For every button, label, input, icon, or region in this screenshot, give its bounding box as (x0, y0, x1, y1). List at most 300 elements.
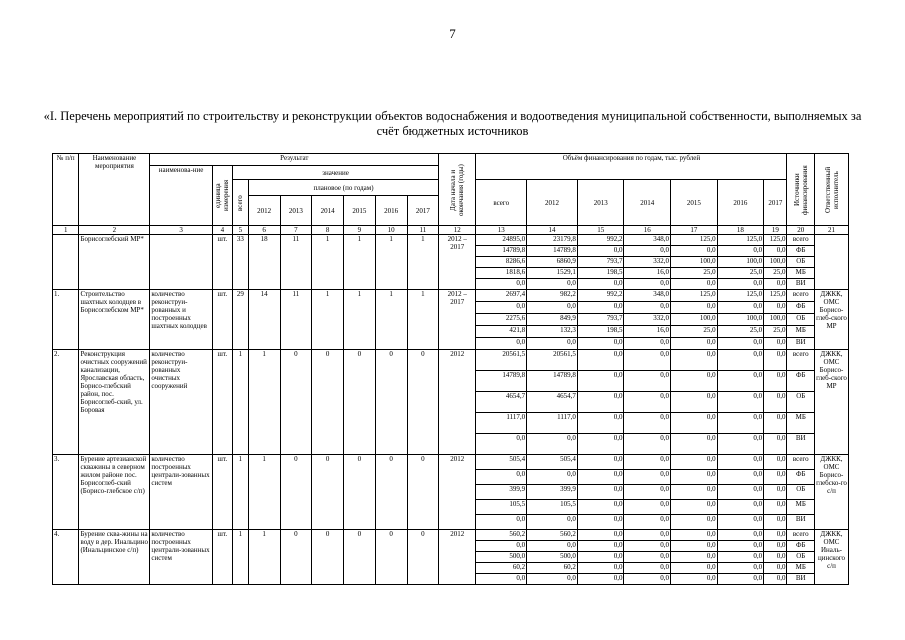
finance-value: 0,0 (578, 413, 624, 434)
finance-value: 23179,8 (527, 235, 577, 246)
finance-value: 0,0 (764, 302, 786, 314)
finance-value: 849,9 (527, 314, 577, 326)
row-finance-column (764, 235, 787, 290)
finance-value: 0,0 (660, 279, 670, 287)
finance-value: 0,0 (516, 515, 526, 523)
finance-value: 0,0 (613, 574, 623, 582)
header-dates: Дата начала и окончания (годы) (439, 154, 476, 226)
row-year-value: 0 (280, 455, 312, 530)
row-unit: шт. (212, 290, 232, 350)
row-year-value: 0 (407, 455, 439, 530)
header-year-2013: 2013 (280, 196, 312, 226)
finance-value: 0,0 (764, 455, 786, 470)
finance-value: 0,0 (671, 392, 717, 413)
row-name: Бурение артезианской скважины в северном жилом районе пос. Борисоглеб-ский (Борисо-глебское с/п) (79, 455, 150, 530)
row-year-value: 0 (280, 530, 312, 585)
source-label: всего (787, 530, 814, 541)
source-label: всего (787, 350, 814, 371)
finance-value: 0,0 (624, 392, 670, 413)
row-year-value: 1 (344, 290, 376, 350)
finance-value: 992,2 (578, 235, 624, 246)
row-executor: ДЖКК, ОМС Борисо-глебско-го с/п (815, 455, 849, 530)
finance-value: 100,0 (718, 314, 764, 326)
finance-value: 0,0 (764, 470, 786, 485)
document-title: «I. Перечень мероприятий по строительству и реконструкции объектов водоснабжения и водоотведения муниципальной собственности, выполняемых за счёт бюджетных источников (43, 109, 862, 138)
finance-value: 25,0 (718, 268, 764, 279)
header-total: всего (232, 180, 248, 226)
finance-value: 24895,0 (476, 235, 526, 246)
finance-value: 0,0 (764, 350, 786, 371)
row-finance-column (476, 350, 527, 455)
finance-value: 399,9 (476, 485, 526, 500)
finance-value: 0,0 (516, 574, 526, 582)
finance-value: 982,2 (527, 290, 577, 302)
header-unit: единица измерения (212, 166, 232, 226)
column-number: 7 (280, 226, 312, 235)
finance-value: 0,0 (624, 552, 670, 563)
row-executor: ДЖКК, ОМС Борисо-глеб-ского МР (815, 290, 849, 350)
row-total: 1 (232, 530, 248, 585)
finance-value: 100,0 (764, 257, 786, 268)
row-finance-column (671, 455, 718, 530)
row-year-value: 1 (375, 235, 407, 290)
row-name: Реконструкция очистных сооружений канализации, Ярославская область, Борисо-глебский район, пос. Борисоглеб-ский, ул. Боровая (79, 350, 150, 455)
column-number: 20 (787, 226, 815, 235)
header-fin-total: всего (476, 180, 527, 226)
finance-value: 992,2 (578, 290, 624, 302)
column-number: 4 (212, 226, 232, 235)
finance-value: 0,0 (718, 530, 764, 541)
row-name: Борисоглебский МР* (79, 235, 150, 290)
finance-value: 0,0 (578, 470, 624, 485)
row-finance-column (624, 235, 671, 290)
finance-value: 399,9 (527, 485, 577, 500)
column-number: 17 (671, 226, 718, 235)
finance-value: 25,0 (671, 326, 717, 338)
finance-value: 0,0 (706, 574, 716, 582)
row-dates: 2012 – 2017 (439, 235, 476, 290)
finance-value: 0,0 (476, 302, 526, 314)
column-number: 8 (312, 226, 344, 235)
finance-value: 125,0 (671, 290, 717, 302)
row-num: 2. (53, 350, 79, 455)
finance-value: 100,0 (671, 257, 717, 268)
finance-value: 793,7 (578, 314, 624, 326)
finance-value: 0,0 (718, 470, 764, 485)
finance-value: 0,0 (527, 470, 577, 485)
table-row (53, 235, 849, 290)
row-finance-column (717, 235, 764, 290)
row-sources (787, 290, 815, 350)
finance-value: 0,0 (671, 500, 717, 515)
row-finance-column (476, 455, 527, 530)
finance-value: 25,0 (671, 268, 717, 279)
finance-value: 0,0 (476, 470, 526, 485)
row-finance-column (717, 530, 764, 585)
source-label: ФБ (787, 470, 814, 485)
finance-value: 0,0 (718, 552, 764, 563)
finance-value: 60,2 (476, 563, 526, 574)
row-num: 4. (53, 530, 79, 585)
row-num: 3. (53, 455, 79, 530)
row-finance-column (671, 235, 718, 290)
row-finance-column (476, 530, 527, 585)
source-label: ОБ (787, 552, 814, 563)
finance-value: 8286,6 (476, 257, 526, 268)
column-number: 1 (53, 226, 79, 235)
table-row (53, 530, 849, 585)
finance-value: 132,3 (527, 326, 577, 338)
finance-value: 505,4 (527, 455, 577, 470)
row-finance-column (577, 350, 624, 455)
finance-value: 0,0 (706, 279, 716, 287)
column-number: 14 (527, 226, 578, 235)
finance-value: 0,0 (671, 246, 717, 257)
finance-value: 0,0 (613, 434, 623, 442)
finance-value: 125,0 (718, 290, 764, 302)
finance-value: 0,0 (660, 338, 670, 346)
finance-value: 0,0 (764, 392, 786, 413)
finance-value: 0,0 (624, 302, 670, 314)
finance-value: 0,0 (671, 350, 717, 371)
finance-value: 0,0 (624, 246, 670, 257)
row-finance-column (577, 455, 624, 530)
row-total: 29 (232, 290, 248, 350)
finance-value: 421,8 (476, 326, 526, 338)
row-year-value: 0 (375, 455, 407, 530)
header-fin-2016: 2016 (717, 180, 764, 226)
row-total: 33 (232, 235, 248, 290)
finance-value: 0,0 (671, 371, 717, 392)
header-year-2017: 2017 (407, 196, 439, 226)
finance-value: 0,0 (671, 485, 717, 500)
column-number: 13 (476, 226, 527, 235)
row-finance-column (624, 290, 671, 350)
column-number: 15 (577, 226, 624, 235)
source-label: ФБ (787, 371, 814, 392)
page-number: 7 (449, 26, 456, 41)
table-row (53, 290, 849, 350)
finance-value: 0,0 (578, 485, 624, 500)
row-year-value: 0 (312, 530, 344, 585)
row-total: 1 (232, 350, 248, 455)
row-result-name: количество реконструи-рованных очистных сооружений (150, 350, 212, 455)
finance-value: 0,0 (718, 541, 764, 552)
source-label: ВИ (795, 434, 806, 442)
finance-value: 60,2 (527, 563, 577, 574)
row-year-value: 1 (407, 235, 439, 290)
finance-value: 505,4 (476, 455, 526, 470)
source-label: всего (787, 455, 814, 470)
row-total: 1 (232, 455, 248, 530)
row-year-value: 14 (248, 290, 280, 350)
row-year-value: 0 (344, 455, 376, 530)
row-year-value: 0 (312, 455, 344, 530)
finance-value: 0,0 (578, 371, 624, 392)
header-result-name: наименова-ние (150, 166, 212, 226)
finance-value: 332,0 (624, 314, 670, 326)
finance-value: 0,0 (764, 500, 786, 515)
header-name: Наименование мероприятия (79, 154, 150, 226)
finance-value: 0,0 (706, 515, 716, 523)
column-number: 6 (248, 226, 280, 235)
source-label: всего (787, 235, 814, 246)
finance-value: 6860,9 (527, 257, 577, 268)
header-finance: Объём финансирования по годам, тыс. рублей (476, 154, 787, 180)
finance-value: 0,0 (753, 434, 763, 442)
finance-value: 0,0 (718, 302, 764, 314)
source-label: МБ (787, 413, 814, 434)
finance-value: 0,0 (624, 371, 670, 392)
header-fin-2012: 2012 (527, 180, 578, 226)
row-executor: ДЖКК, ОМС Борисо-глеб-ского МР (815, 350, 849, 455)
row-dates: 2012 (439, 530, 476, 585)
row-result-name: количество построенных централи-зованных систем (150, 530, 212, 585)
finance-value: 0,0 (516, 279, 526, 287)
finance-value: 198,5 (578, 268, 624, 279)
finance-value: 0,0 (578, 563, 624, 574)
finance-value: 0,0 (578, 500, 624, 515)
header-year-2016: 2016 (375, 196, 407, 226)
finance-value: 14789,8 (476, 371, 526, 392)
source-label: ОБ (787, 485, 814, 500)
row-year-value: 0 (344, 530, 376, 585)
finance-value: 500,0 (527, 552, 577, 563)
finance-value: 0,0 (527, 302, 577, 314)
header-result: Результат (150, 154, 439, 166)
source-label: ФБ (787, 246, 814, 257)
finance-value: 25,0 (718, 326, 764, 338)
row-finance-column (527, 350, 578, 455)
finance-value: 125,0 (718, 235, 764, 246)
finance-value: 0,0 (671, 455, 717, 470)
header-year-2015: 2015 (344, 196, 376, 226)
finance-value: 0,0 (706, 434, 716, 442)
finance-value: 0,0 (671, 541, 717, 552)
row-year-value: 1 (312, 235, 344, 290)
row-year-value: 1 (248, 455, 280, 530)
header-num: № п/п (53, 154, 79, 226)
finance-value: 198,5 (578, 326, 624, 338)
finance-value: 0,0 (660, 574, 670, 582)
row-finance-column (527, 530, 578, 585)
source-label: всего (787, 290, 814, 302)
row-dates: 2012 (439, 455, 476, 530)
header-executor: Ответственный исполнитель (815, 154, 849, 226)
source-label: ФБ (787, 302, 814, 314)
finance-value: 0,0 (624, 541, 670, 552)
finance-value: 105,5 (476, 500, 526, 515)
finance-value: 0,0 (764, 563, 786, 574)
measures-table (52, 153, 849, 585)
finance-value: 0,0 (764, 530, 786, 541)
finance-value: 2697,4 (476, 290, 526, 302)
column-number: 19 (764, 226, 787, 235)
finance-value: 100,0 (718, 257, 764, 268)
header-sources: Источники финансирования (787, 154, 815, 226)
row-year-value: 0 (407, 530, 439, 585)
finance-value: 1117,0 (476, 413, 526, 434)
row-finance-column (527, 290, 578, 350)
row-year-value: 1 (375, 290, 407, 350)
finance-value: 0,0 (624, 350, 670, 371)
header-planned: плановое (по годам) (248, 180, 439, 196)
row-name: Строительство шахтных колодцев в Борисоглебском МР* (79, 290, 150, 350)
row-unit: шт. (212, 350, 232, 455)
header-year-2014: 2014 (312, 196, 344, 226)
row-year-value: 11 (280, 235, 312, 290)
column-number: 11 (407, 226, 439, 235)
column-number: 2 (79, 226, 150, 235)
finance-value: 0,0 (578, 530, 624, 541)
finance-value: 0,0 (516, 434, 526, 442)
finance-value: 0,0 (624, 563, 670, 574)
finance-value: 0,0 (476, 541, 526, 552)
finance-value: 0,0 (527, 541, 577, 552)
finance-value: 500,0 (476, 552, 526, 563)
header-fin-2015: 2015 (671, 180, 718, 226)
finance-value: 0,0 (671, 302, 717, 314)
source-label: ВИ (795, 515, 806, 523)
finance-value: 0,0 (613, 279, 623, 287)
source-label: ОБ (787, 392, 814, 413)
finance-value: 0,0 (567, 574, 576, 582)
row-unit: шт. (212, 235, 232, 290)
finance-value: 1818,6 (476, 268, 526, 279)
finance-value: 0,0 (764, 541, 786, 552)
row-year-value: 0 (344, 350, 376, 455)
row-finance-column (577, 290, 624, 350)
row-dates: 2012 – 2017 (439, 290, 476, 350)
row-year-value: 0 (407, 350, 439, 455)
finance-value: 348,0 (624, 235, 670, 246)
finance-value: 0,0 (671, 552, 717, 563)
finance-value: 0,0 (516, 338, 526, 346)
row-finance-column (671, 350, 718, 455)
row-year-value: 1 (248, 530, 280, 585)
row-result-name (150, 235, 212, 290)
row-finance-column (577, 235, 624, 290)
finance-value: 14789,8 (527, 246, 577, 257)
finance-value: 16,0 (624, 326, 670, 338)
row-finance-column (527, 455, 578, 530)
row-year-value: 11 (280, 290, 312, 350)
finance-value: 0,0 (671, 563, 717, 574)
row-year-value: 0 (375, 530, 407, 585)
finance-value: 0,0 (613, 338, 623, 346)
finance-value: 0,0 (776, 574, 786, 582)
finance-value: 0,0 (776, 515, 786, 523)
row-result-name: количество реконструи-рованных и построенных шахтных колодцев (150, 290, 212, 350)
finance-value: 0,0 (776, 338, 786, 346)
finance-value: 0,0 (753, 515, 763, 523)
finance-value: 0,0 (613, 515, 623, 523)
column-number: 9 (344, 226, 376, 235)
finance-value: 0,0 (578, 541, 624, 552)
column-number: 12 (439, 226, 476, 235)
finance-value: 0,0 (671, 413, 717, 434)
row-finance-column (671, 530, 718, 585)
source-label: ОБ (787, 314, 814, 326)
table-row (53, 455, 849, 530)
finance-value: 14789,8 (527, 371, 577, 392)
row-finance-column (764, 350, 787, 455)
source-label: ВИ (795, 279, 806, 287)
finance-value: 0,0 (567, 434, 576, 442)
source-label: МБ (787, 268, 814, 279)
finance-value: 0,0 (567, 515, 576, 523)
row-finance-column (527, 235, 578, 290)
row-year-value: 18 (248, 235, 280, 290)
source-label: ВИ (795, 574, 806, 582)
finance-value: 16,0 (624, 268, 670, 279)
finance-value: 0,0 (567, 338, 576, 346)
finance-value: 0,0 (753, 574, 763, 582)
row-year-value: 0 (280, 350, 312, 455)
row-year-value: 1 (407, 290, 439, 350)
finance-value: 4654,7 (527, 392, 577, 413)
finance-value: 0,0 (624, 500, 670, 515)
column-number: 18 (717, 226, 764, 235)
finance-value: 0,0 (624, 470, 670, 485)
finance-value: 0,0 (764, 552, 786, 563)
row-year-value: 1 (344, 235, 376, 290)
row-finance-column (717, 455, 764, 530)
row-sources (787, 235, 815, 290)
row-sources (787, 350, 815, 455)
row-year-value: 0 (375, 350, 407, 455)
row-sources (787, 455, 815, 530)
finance-value: 4654,7 (476, 392, 526, 413)
row-finance-column (476, 290, 527, 350)
finance-value: 100,0 (671, 314, 717, 326)
row-sources (787, 530, 815, 585)
source-label: ФБ (787, 541, 814, 552)
finance-value: 0,0 (718, 371, 764, 392)
finance-value: 125,0 (764, 235, 786, 246)
header-fin-2013: 2013 (577, 180, 624, 226)
row-num: 1. (53, 290, 79, 350)
row-unit: шт. (212, 530, 232, 585)
column-number: 16 (624, 226, 671, 235)
finance-value: 348,0 (624, 290, 670, 302)
row-finance-column (624, 350, 671, 455)
row-executor: ДЖКК, ОМС Иналь-цинского с/п (815, 530, 849, 585)
finance-value: 0,0 (718, 413, 764, 434)
finance-value: 0,0 (706, 338, 716, 346)
finance-value: 0,0 (764, 413, 786, 434)
source-label: МБ (787, 326, 814, 338)
header-fin-2014: 2014 (624, 180, 671, 226)
row-name: Бурение сква-жины на воду в дер. Инальцино (Инальцинское с/п) (79, 530, 150, 585)
source-label: ОБ (787, 257, 814, 268)
finance-value: 0,0 (753, 338, 763, 346)
finance-value: 0,0 (764, 371, 786, 392)
source-label: ВИ (795, 338, 806, 346)
finance-value: 0,0 (718, 455, 764, 470)
finance-value: 0,0 (660, 515, 670, 523)
finance-value: 1529,1 (527, 268, 577, 279)
finance-value: 560,2 (476, 530, 526, 541)
finance-value: 0,0 (671, 470, 717, 485)
finance-value: 0,0 (671, 530, 717, 541)
finance-value: 0,0 (624, 455, 670, 470)
row-year-value: 1 (248, 350, 280, 455)
finance-value: 0,0 (776, 279, 786, 287)
finance-value: 0,0 (624, 530, 670, 541)
row-finance-column (476, 235, 527, 290)
finance-value: 14789,8 (476, 246, 526, 257)
